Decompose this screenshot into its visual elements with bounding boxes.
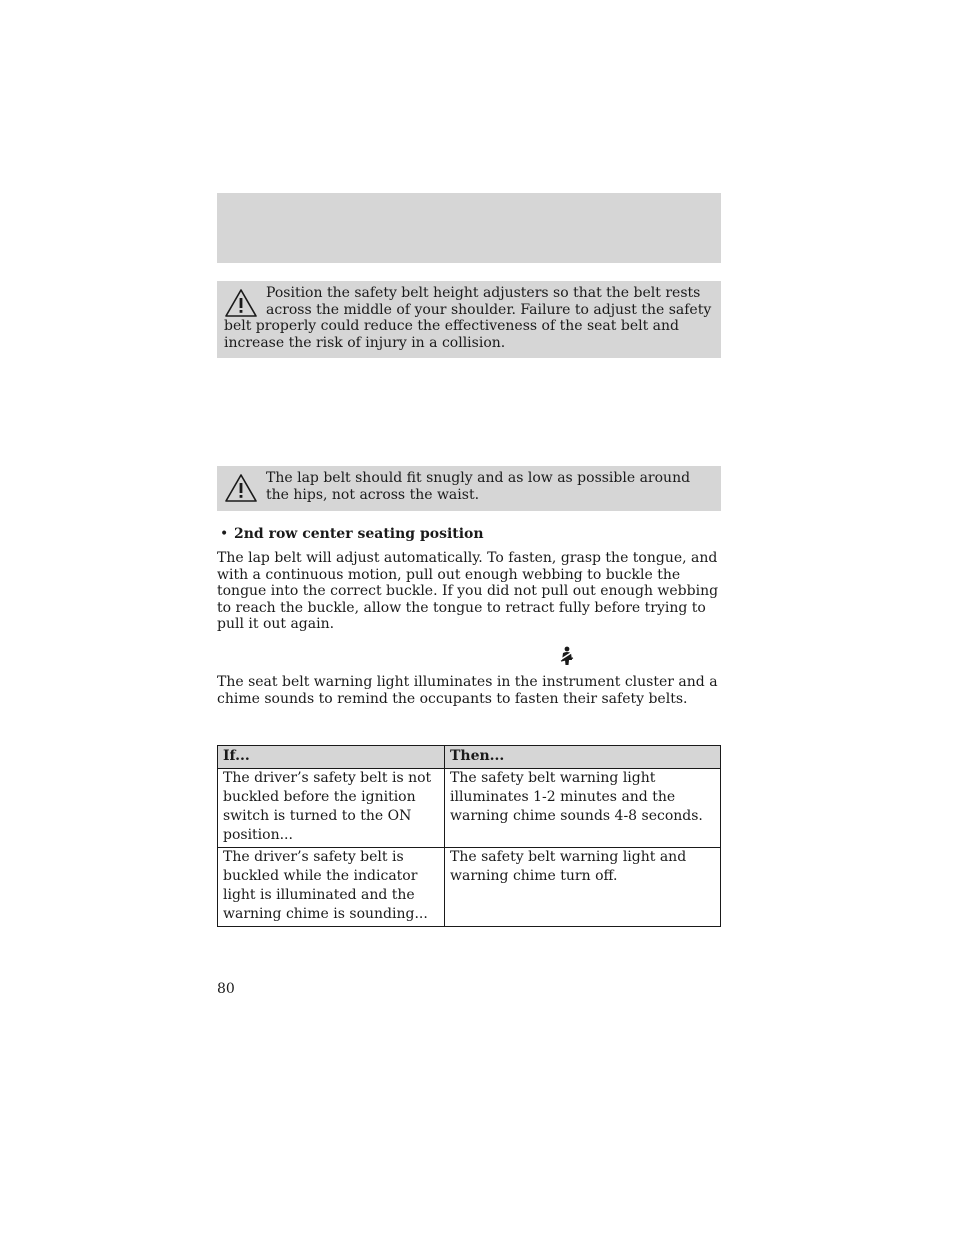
lap-belt-paragraph: The lap belt will adjust automatically. To fasten, grasp the tongue, and with a continuous motion, pull out enough webbing to buckle the tongue into the correct buckle. If you did not pull out enough webbing to reach the buckle, allow the tongue to retract fully before trying to pull it out again.	[217, 550, 719, 632]
table-cell-if: The driver’s safety belt is buckled while the indicator light is illuminated and the warning chime is sounding...	[218, 848, 445, 927]
seatbelt-warning-icon	[558, 646, 576, 666]
warning-triangle-icon	[224, 288, 258, 318]
warning-text: Position the safety belt height adjusters so that the belt rests across the middle of your shoulder. Failure to adjust the safety belt properly could reduce the effectiveness of the seat belt and increase the risk of injury in a collision.	[224, 285, 712, 351]
bullet-label: 2nd row center seating position	[234, 526, 484, 542]
table-header-if: If...	[218, 746, 445, 769]
warning-box-lap-belt	[217, 466, 721, 511]
page-number: 80	[217, 981, 235, 997]
table-cell-then: The safety belt warning light illuminates 1-2 minutes and the warning chime sounds 4-8 seconds.	[445, 769, 721, 848]
table-header-row	[218, 746, 721, 769]
warning-light-paragraph: The seat belt warning light illuminates in the instrument cluster and a chime sounds to remind the occupants to fasten their safety belts.	[217, 674, 718, 707]
table-row	[218, 848, 721, 927]
warning-box-belt-height	[217, 281, 721, 358]
warning-text: The lap belt should fit snugly and as low as possible around the hips, not across the waist.	[266, 470, 691, 503]
warning-triangle-icon	[224, 473, 258, 503]
section-header-band	[217, 193, 721, 263]
bullet-item-center-seating	[220, 526, 484, 543]
table-cell-if: The driver’s safety belt is not buckled before the ignition switch is turned to the ON position...	[218, 769, 445, 848]
table-cell-then: The safety belt warning light and warning chime turn off.	[445, 848, 721, 927]
table-header-then: Then...	[445, 746, 721, 769]
bullet-marker: •	[220, 526, 229, 542]
table-row	[218, 769, 721, 848]
chime-behavior-table	[217, 745, 721, 927]
